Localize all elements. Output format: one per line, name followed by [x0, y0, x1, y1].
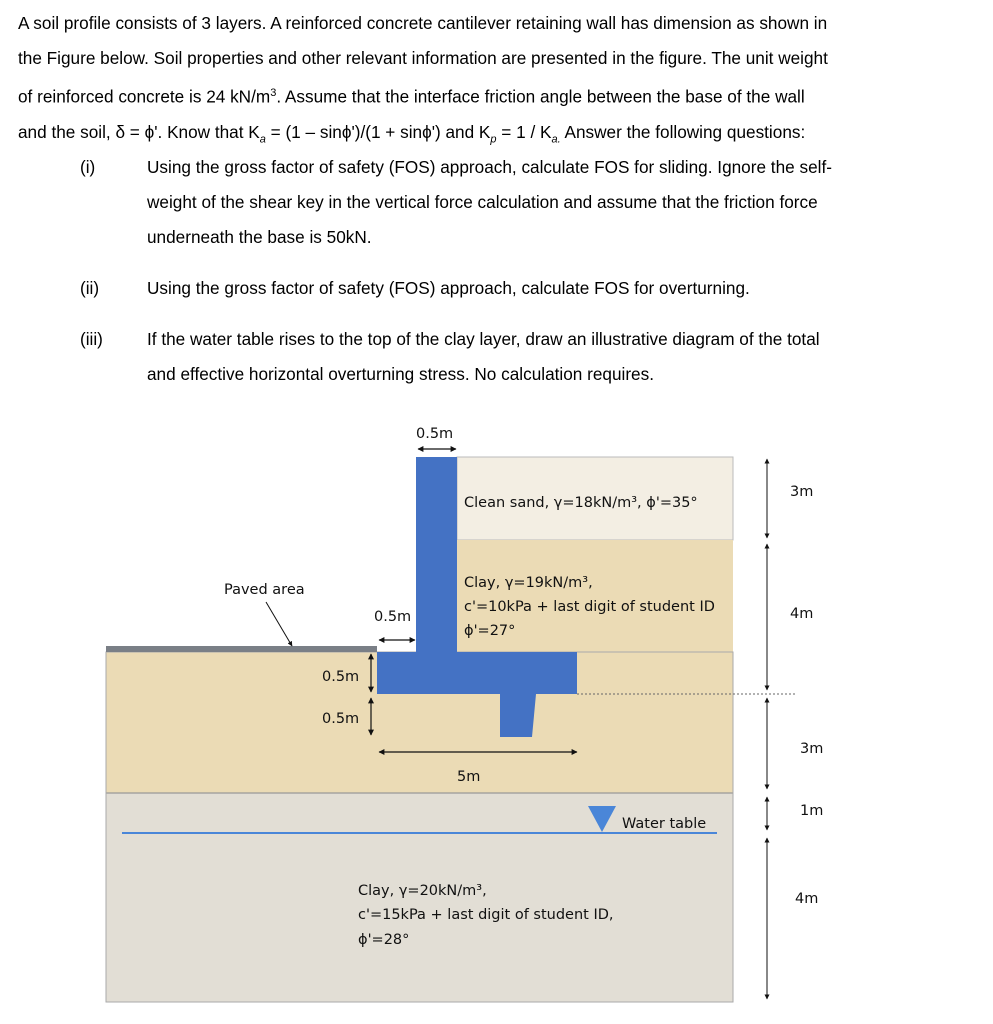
- wall-base: [377, 652, 577, 694]
- height-label-sand: 3m: [790, 484, 814, 500]
- paved-area: [106, 646, 377, 652]
- question-line: Using the gross factor of safety (FOS) approach, calculate FOS for sliding. Ignore the self-: [147, 157, 832, 177]
- intro-line-4d: Answer the following questions:: [560, 121, 806, 142]
- paved-area-pointer: [266, 602, 292, 646]
- question-number: (ii): [80, 278, 100, 298]
- wall-stem: [416, 457, 457, 652]
- base-thickness-label: 0.5m: [322, 669, 360, 685]
- subscript-p: p: [490, 133, 497, 146]
- intro-line-4c: = 1 / K: [496, 121, 552, 142]
- intro-line-3a: of reinforced concrete is 24 kN/m: [18, 86, 271, 107]
- question-line: underneath the base is 50kN.: [147, 227, 372, 247]
- subscript-a: a: [259, 133, 266, 146]
- height-label-clay-above-base: 4m: [790, 606, 814, 622]
- upper-clay-label-2: c'=10kPa + last digit of student ID: [464, 599, 715, 615]
- paved-area-label: Paved area: [224, 582, 305, 598]
- base-length-label: 5m: [457, 769, 481, 785]
- lower-clay-label-2: c'=15kPa + last digit of student ID,: [358, 907, 614, 923]
- height-label-to-water: 1m: [800, 803, 824, 819]
- question-line: weight of the shear key in the vertical force calculation and assume that the friction force: [147, 192, 818, 212]
- toe-width-label: 0.5m: [374, 609, 412, 625]
- height-label-lower-clay: 4m: [795, 891, 819, 907]
- subscript-a-dot: a.: [551, 133, 561, 146]
- lower-clay-label-3: ϕ'=28°: [358, 932, 410, 948]
- question-line: If the water table rises to the top of the clay layer, draw an illustrative diagram of the total: [147, 329, 820, 349]
- sand-label: Clean sand, γ=18kN/m³, ϕ'=35°: [464, 495, 698, 511]
- shear-key: [500, 694, 536, 737]
- intro-line-3b: . Assume that the interface friction angle between the base of the wall: [276, 86, 805, 107]
- intro-line-2: the Figure below. Soil properties and other relevant information are presented in the figure. The unit weight: [18, 48, 828, 68]
- superscript-3: 3: [270, 87, 277, 99]
- water-table-label: Water table: [622, 816, 707, 832]
- question-number: (i): [80, 157, 96, 177]
- question-line: and effective horizontal overturning stress. No calculation requires.: [147, 364, 654, 384]
- upper-clay-label-3: ϕ'=27°: [464, 623, 516, 639]
- stem-width-label: 0.5m: [416, 426, 454, 442]
- lower-clay-label-1: Clay, γ=20kN/m³,: [358, 883, 487, 899]
- intro-line-4b: = (1 – sinϕ')/(1 + sinϕ') and K: [265, 121, 491, 142]
- intro-line-4: and the soil, δ = ϕ'. Know that K: [18, 121, 260, 142]
- upper-clay-label-1: Clay, γ=19kN/m³,: [464, 575, 593, 591]
- question-line: Using the gross factor of safety (FOS) approach, calculate FOS for overturning.: [147, 278, 750, 298]
- question-number: (iii): [80, 329, 103, 349]
- intro-line-1: A soil profile consists of 3 layers. A reinforced concrete cantilever retaining wall has dimension as shown in: [18, 13, 828, 33]
- key-depth-label: 0.5m: [322, 711, 360, 727]
- height-label-clay-below-base: 3m: [800, 741, 824, 757]
